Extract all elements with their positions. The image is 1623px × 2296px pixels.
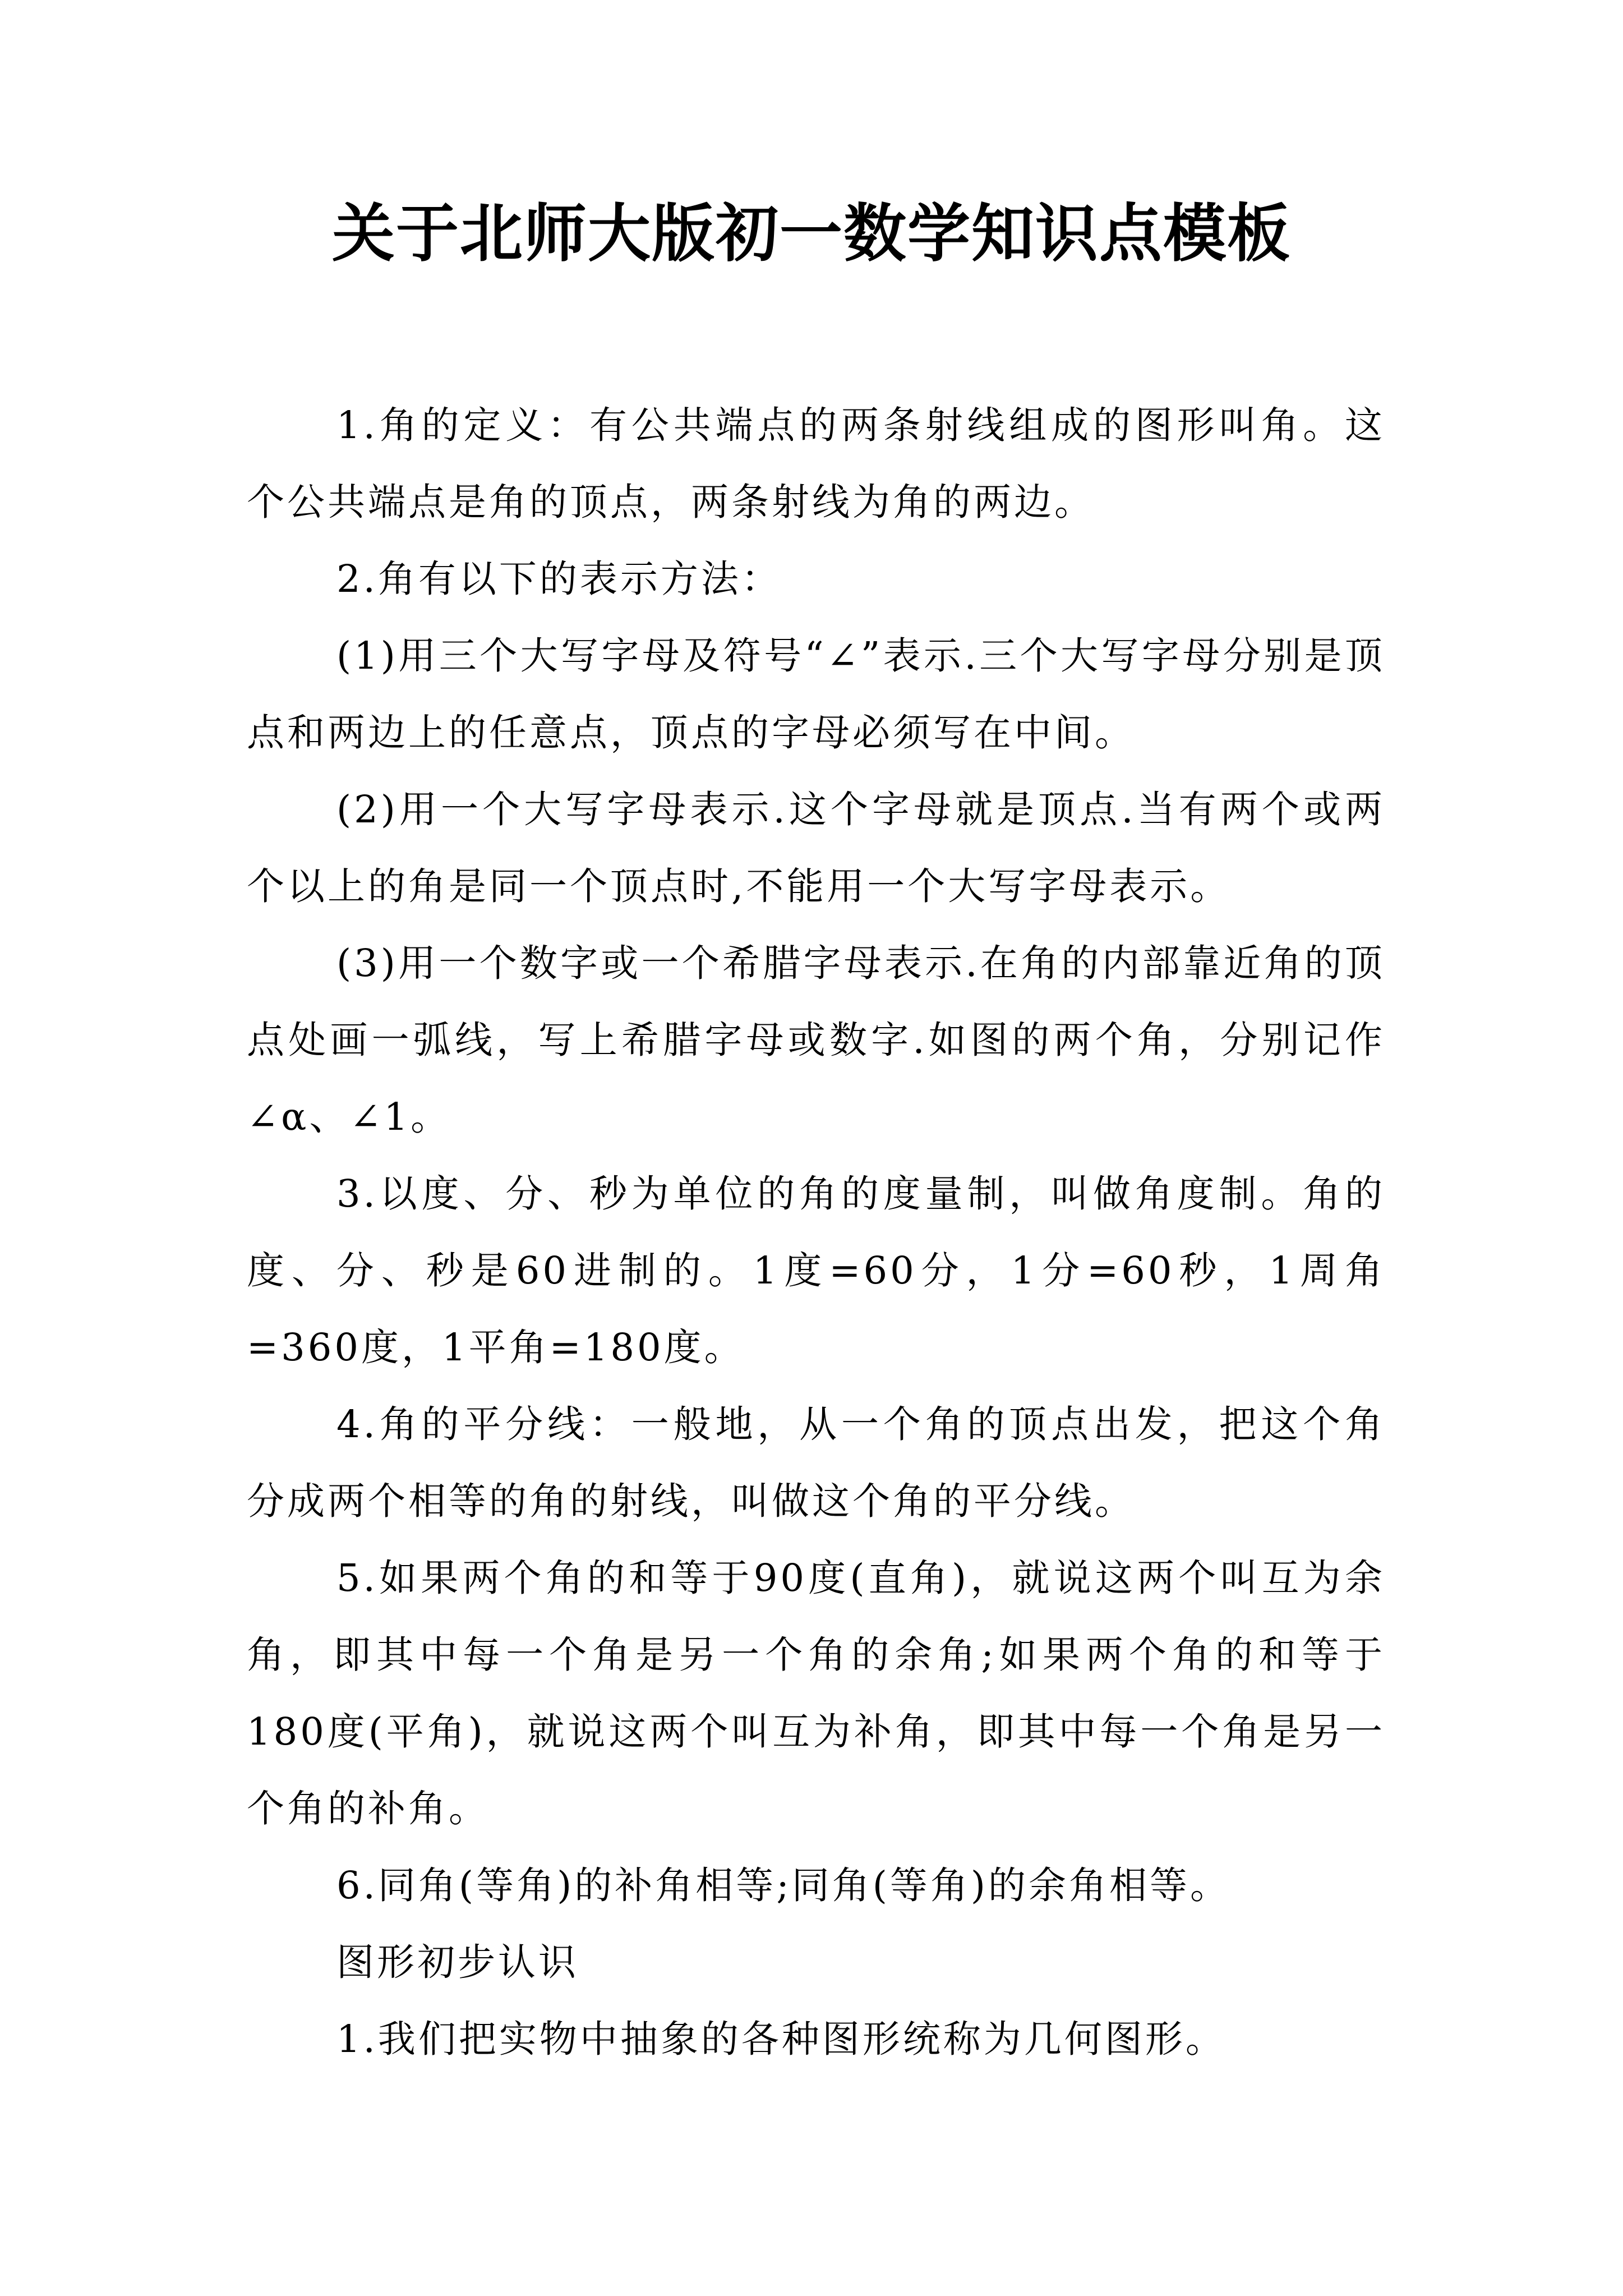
paragraph-angle-notation-intro: 2.角有以下的表示方法： [336,557,782,601]
paragraph-notation-one-letter: (2)用一个大写字母表示.这个字母就是顶点.当有两个或两个以上的角是同一个顶点时,不能用一个大写字母表示。 [247,788,1385,908]
paragraph-angle-bisector: 4.角的平分线：一般地，从一个角的顶点出发，把这个角分成两个相等的角的射线，叫做这个角的平分线。 [247,1402,1385,1523]
paragraph-degree-system: 3.以度、分、秒为单位的角的度量制，叫做角度制。角的度、分、秒是60进制的。1度=60分，1分=60秒，1周角=360度，1平角=180度。 [247,1172,1385,1369]
paragraph-equal-angles: 6.同角(等角)的补角相等;同角(等角)的余角相等。 [336,1864,1231,1907]
paragraph-complementary-supplementary: 5.如果两个角的和等于90度(直角)，就说这两个叫互为余角，即其中每一个角是另一个角的余角;如果两个角的和等于180度(平角)，就说这两个叫互为补角，即其中每一个角是另一个角的补角。 [247,1556,1385,1830]
paragraph-notation-number-greek: (3)用一个数字或一个希腊字母表示.在角的内部靠近角的顶点处画一弧线，写上希腊字母或数字.如图的两个角，分别记作∠α、∠1。 [247,941,1385,1139]
paragraph-angle-definition: 1.角的定义：有公共端点的两条射线组成的图形叫角。这个公共端点是角的顶点，两条射线为角的两边。 [247,403,1385,524]
page-title: 关于北师大版初一数学知识点模板 [332,197,1291,270]
paragraph-notation-three-letters: (1)用三个大写字母及符号“∠”表示.三个大写字母分别是顶点和两边上的任意点，顶点的字母必须写在中间。 [247,634,1385,754]
paragraph-geometric-figures: 1.我们把实物中抽象的各种图形统称为几何图形。 [336,2017,1226,2061]
section-heading: 图形初步认识 [336,1940,579,1984]
document-body [247,387,1385,2078]
